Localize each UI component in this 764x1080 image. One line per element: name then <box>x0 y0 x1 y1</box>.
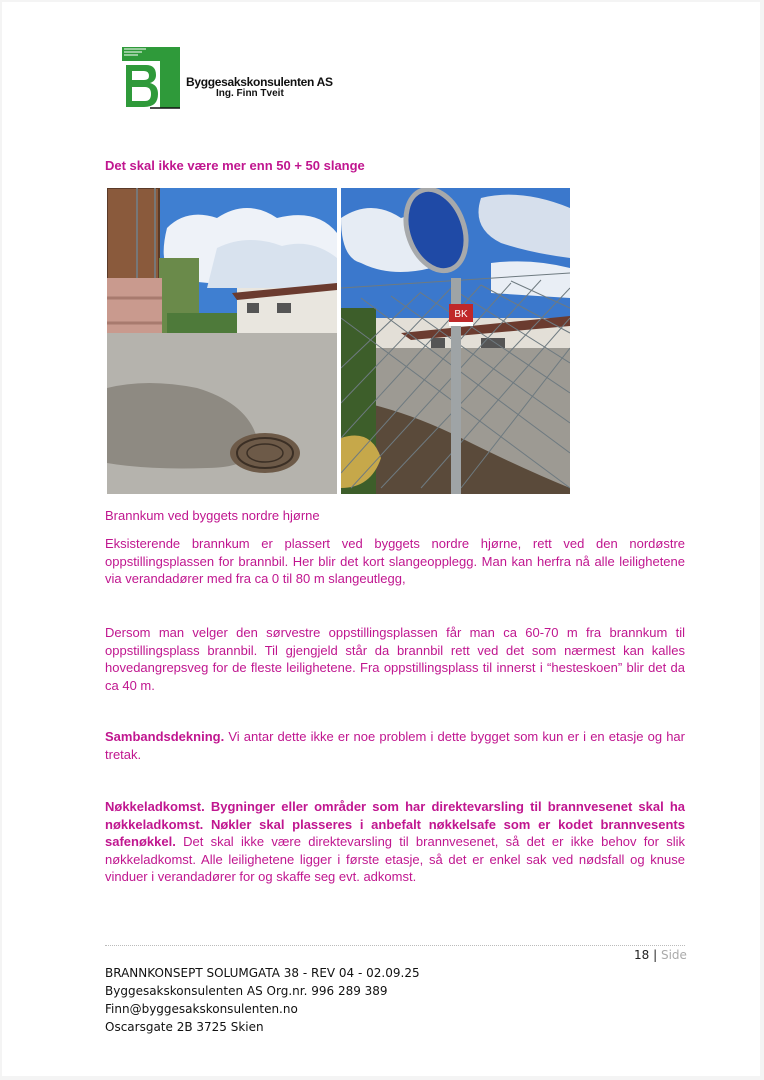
company-logo <box>122 47 182 109</box>
company-name: Byggesakskonsulenten AS <box>186 75 333 89</box>
footer-email: Finn@byggesakskonsulenten.no <box>105 1002 298 1016</box>
paragraph-hydrant-location: Eksisterende brannkum er plassert ved byggets nordre hjørne, rett ved den nordøstre oppstillingsplassen for brannbil. Her blir det kort slangeopplegg. Man kan herfra nå alle leilighetene via verandadører med fra ca 0 til 80 m slangeutlegg, <box>105 536 685 586</box>
section-heading: Det skal ikke være mer enn 50 + 50 slange <box>105 158 365 173</box>
page-number-value: 18 <box>634 948 650 962</box>
key-access-text: Det skal ikke være direktevarsling til brannvesenet, så det er ikke behov for slik nøkkeladkomst. Alle leilighetene ligger i første etasje, så det er enkel sak ved nødsfall og knuse vinduer i verandadører for og skaffe seg evt. adkomst. <box>105 834 685 884</box>
footer-company-org: Byggesakskonsulenten AS Org.nr. 996 289 389 <box>105 984 388 998</box>
bk-sign-text: BK <box>454 309 468 320</box>
paragraph-southwest-setup: Dersom man velger den sørvestre oppstillingsplassen får man ca 60-70 m fra brannkum til oppstillingsplass brannbil. Til gjengjeld står da brannbil rett ved det som nærmest kan kalles hovedangrepsveg for de fleste leilighetene. Fra oppstillingsplass til innerst i “hesteskoen” blir det da ca 40 m. <box>105 625 685 693</box>
footer-divider <box>105 945 685 946</box>
document-page <box>2 2 760 1076</box>
page-number-label: Side <box>660 948 687 962</box>
paragraph-radio-coverage <box>105 728 685 763</box>
radio-coverage-text: Vi antar dette ikke er noe problem i dette bygget som kun er i en etasje og har tretak. <box>105 729 685 762</box>
paragraph-key-access <box>105 798 685 886</box>
radio-coverage-title: Sambandsdekning. <box>105 729 225 744</box>
photo-caption: Brannkum ved byggets nordre hjørne <box>105 508 320 523</box>
key-access-title: Nøkkeladkomst. Bygninger eller områder som har direktevarsling til brannvesenet skal ha nøkkeladkomst. Nøkler skal plasseres i anbefalt nøkkelsafe som er kodet brannvesents safenøkkel. <box>105 799 685 849</box>
company-subtitle: Ing. Finn Tveit <box>216 88 284 99</box>
photo-fire-hydrant-area <box>107 188 337 494</box>
photo-fence-with-bk-sign <box>341 188 570 494</box>
footer-address: Oscarsgate 2B 3725 Skien <box>105 1020 264 1034</box>
page-number-separator: | <box>653 948 658 962</box>
page-number <box>634 948 687 962</box>
footer-document-title: BRANNKONSEPT SOLUMGATA 38 - REV 04 - 02.09.25 <box>105 966 420 980</box>
